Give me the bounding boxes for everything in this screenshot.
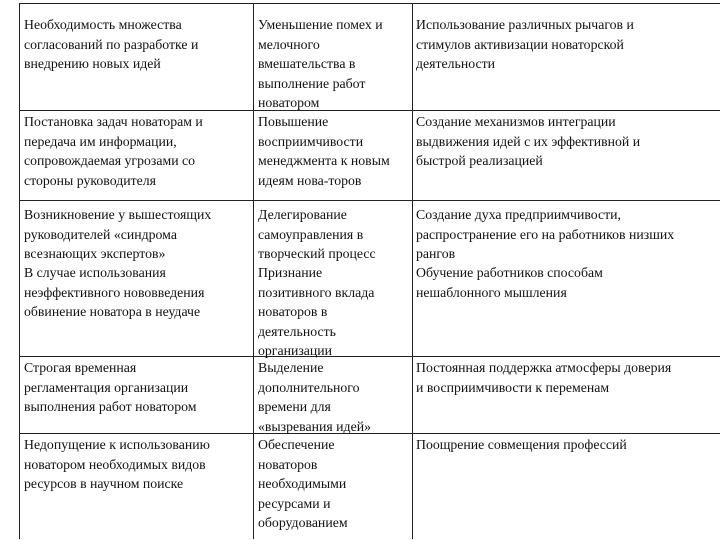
column-divider-2 xyxy=(412,3,413,539)
table-cell xyxy=(416,112,640,171)
table-border-top xyxy=(19,3,720,4)
table-cell xyxy=(24,263,204,322)
cell-text: самоуправления в xyxy=(258,226,364,242)
cell-text: Делегирование xyxy=(258,207,347,222)
cell-text: оборудованием xyxy=(258,515,348,530)
table-cell xyxy=(24,205,211,264)
table-cell xyxy=(416,205,674,264)
cell-text: вмешательства в xyxy=(258,56,356,71)
cell-text: выдвижения идей с их эффективной и xyxy=(416,133,641,149)
cell-text: нешаблонного мышления xyxy=(416,284,567,300)
cell-text: неэффективного нововведения xyxy=(24,284,205,300)
table-cell xyxy=(258,112,390,190)
cell-text: Использование различных рычагов и xyxy=(416,17,634,32)
cell-text: внедрению новых идей xyxy=(24,56,161,71)
table-cell xyxy=(416,358,671,397)
cell-text: всезнающих экспертов» xyxy=(24,246,166,261)
cell-text: Выделение xyxy=(258,360,324,375)
cell-text: восприимчивости xyxy=(258,133,364,149)
cell-text: времени для xyxy=(258,399,331,414)
cell-text: выполнение работ xyxy=(258,75,366,91)
column-divider-1 xyxy=(253,3,254,539)
cell-text: согласований по разработке и xyxy=(24,36,199,52)
cell-text: Возникновение у вышестоящих xyxy=(24,207,212,222)
cell-text: Поощрение совмещения профессий xyxy=(416,437,627,452)
table-cell xyxy=(258,435,348,533)
table-cell xyxy=(258,205,376,264)
cell-text: Необходимость множества xyxy=(24,17,182,32)
cell-text: Уменьшение помех и xyxy=(258,17,383,32)
cell-text: быстрой реализацией xyxy=(416,153,543,168)
table-cell xyxy=(24,112,203,190)
cell-text: Создание духа предприимчивости, xyxy=(416,207,621,222)
cell-text: мелочного xyxy=(258,36,320,52)
cell-text: идеям нова-торов xyxy=(258,172,362,188)
table-cell xyxy=(416,435,627,455)
cell-text: стимулов активизации новаторской xyxy=(416,36,624,52)
table-cell xyxy=(258,358,371,436)
cell-text: менеджмента к новым xyxy=(258,153,390,168)
table-cell xyxy=(258,263,374,361)
cell-text: рангов xyxy=(416,246,456,261)
cell-text: Строгая временная xyxy=(24,360,137,375)
cell-text: ресурсов в научном поиске xyxy=(24,476,184,491)
cell-text: Создание механизмов интеграции xyxy=(416,114,616,129)
table-cell xyxy=(24,435,210,494)
cell-text: новатором необходимых видов xyxy=(24,456,206,472)
table-border-left xyxy=(19,3,20,539)
cell-text: Обеспечение xyxy=(258,437,335,452)
cell-text: Признание xyxy=(258,265,323,280)
table-cell xyxy=(24,15,198,74)
cell-text: регламентация организации xyxy=(24,379,189,395)
table-cell xyxy=(416,263,603,302)
cell-text: ресурсами и xyxy=(258,495,331,511)
cell-text: сопровождаемая угрозами со xyxy=(24,153,196,168)
cell-text: В случае использования xyxy=(24,265,166,280)
table-cell xyxy=(24,358,196,417)
cell-text: Обучение работников способам xyxy=(416,265,603,280)
cell-text: передача им информации, xyxy=(24,133,177,149)
cell-text: Постоянная поддержка атмосферы доверия xyxy=(416,360,672,375)
cell-text: распространение его на работников низших xyxy=(416,226,675,242)
cell-text: Недопущение к использованию xyxy=(24,437,210,452)
row-divider-2 xyxy=(19,200,720,201)
cell-text: и восприимчивости к переменам xyxy=(416,379,610,395)
cell-text: новаторов в xyxy=(258,304,328,319)
cell-text: новатором xyxy=(258,95,320,110)
table-cell xyxy=(258,15,383,113)
cell-text: деятельности xyxy=(416,56,495,71)
cell-text: выполнения работ новатором xyxy=(24,399,197,414)
cell-text: Постановка задач новаторам и xyxy=(24,114,203,129)
cell-text: новаторов xyxy=(258,456,318,472)
table-cell xyxy=(416,15,634,74)
cell-text: необходимыми xyxy=(258,476,347,491)
cell-text: организации xyxy=(258,343,333,358)
cell-text: деятельность xyxy=(258,323,336,339)
cell-text: дополнительного xyxy=(258,379,360,395)
cell-text: стороны руководителя xyxy=(24,172,156,188)
cell-text: Повышение xyxy=(258,114,329,129)
cell-text: «вызревания идей» xyxy=(258,418,371,434)
cell-text: творческий процесс xyxy=(258,246,376,261)
cell-text: руководителей «синдрома xyxy=(24,226,177,242)
cell-text: позитивного вклада xyxy=(258,284,375,300)
cell-text: обвинение новатора в неудаче xyxy=(24,304,201,319)
